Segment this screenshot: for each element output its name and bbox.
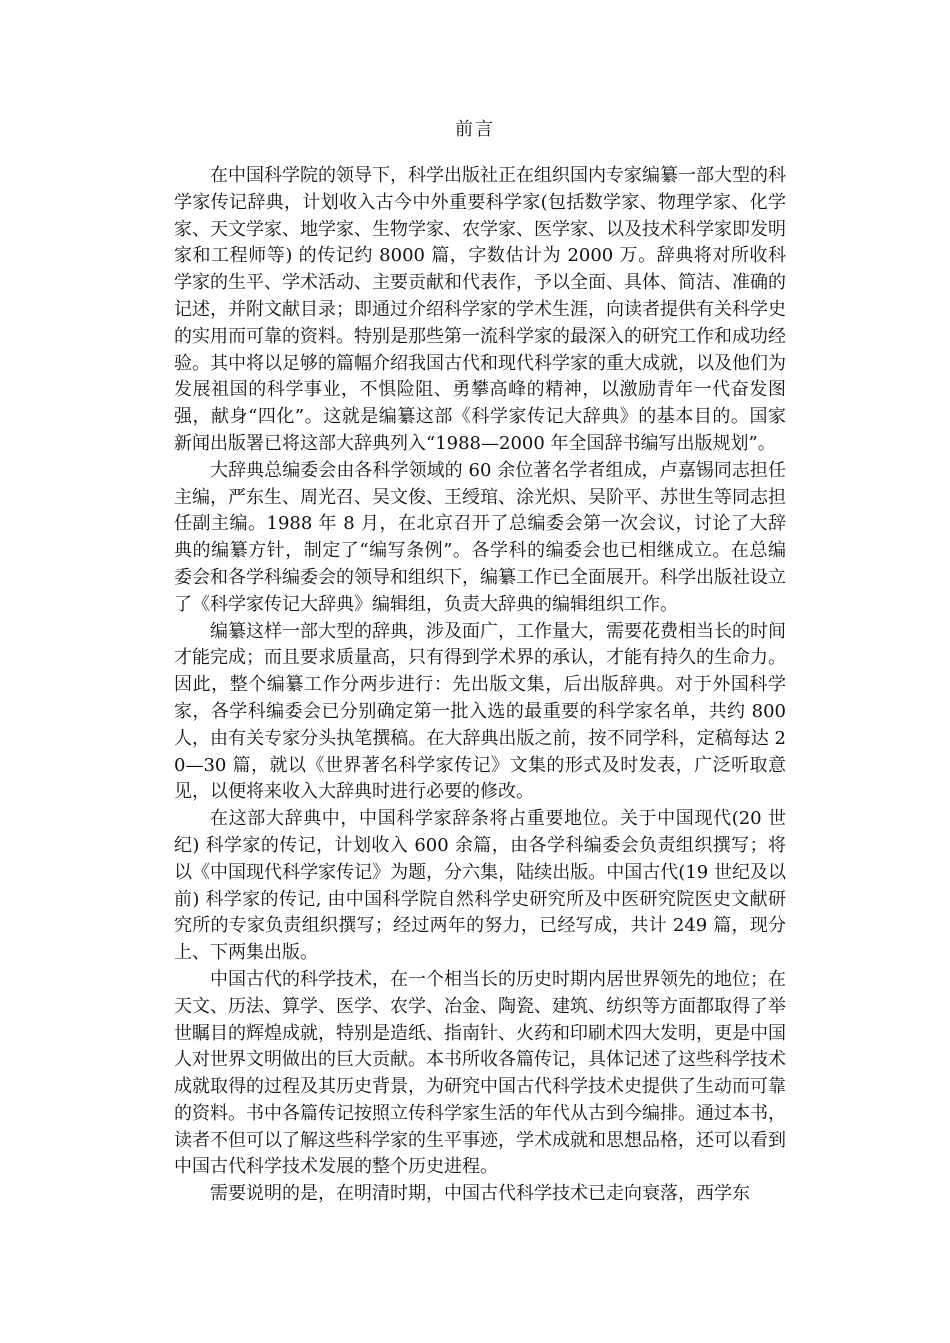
paragraph-4: 在这部大辞典中，中国科学家辞条将占重要地位。关于中国现代(20 世纪) 科学家的传记，计划收入 600 余篇，由各学科编委会负责组织撰写；将以《中国现代科学家传记》为题，分六集，陆续出版。中国古代(19 世纪及以前) 科学家的传记, 由中国科学院自然科学史研究所及中医研究院医史文献研究所的专家负责组织撰写；经过两年的努力，已经写成，共计 249 篇，现分上、下两集出版。 [174, 808, 786, 964]
paragraph-1: 在中国科学院的领导下，科学出版社正在组织国内专家编纂一部大型的科学家传记辞典，计划收入古今中外重要科学家(包括数学家、物理学家、化学家、天文学家、地学家、生物学家、农学家、医学家、以及技术科学家即发明家和工程师等) 的传记约 8000 篇，字数估计为 2000 万。辞典将对所收科学家的生平、学术活动、主要贡献和代表作，予以全面、具体、简洁、准确的记述，并附文献目录；即通过介绍科学家的学术生涯，向读者提供有关科学史的实用而可靠的资料。特别是那些第一流科学家的最深入的研究工作和成功经验。其中将以足够的篇幅介绍我国古代和现代科学家的重大成就，以及他们为发展祖国的科学事业，不惧险阻、勇攀高峰的精神，以激励青年一代奋发图强，献身“四化”。这就是编纂这部《科学家传记大辞典》的基本目的。国家新闻出版署已将这部大辞典列入“1988—2000 年全国辞书编写出版规划”。 [174, 165, 786, 454]
paragraph-3: 编纂这样一部大型的辞典，涉及面广，工作量大，需要花费相当长的时间才能完成；而且要求质量高，只有得到学术界的承认，才能有持久的生命力。因此，整个编纂工作分两步进行：先出版文集，后出版辞典。对于外国科学家，各学科编委会已分别确定第一批入选的最重要的科学家名单，共约 800 人，由有关专家分头执笔撰稿。在大辞典出版之前，按不同学科，定稿每达 20—30 篇，就以《世界著名科学家传记》文集的形式及时发表，广泛听取意见，以便将来收入大辞典时进行必要的修改。 [174, 620, 786, 803]
body-text [174, 163, 786, 1208]
page-title: 前言 [455, 119, 495, 140]
paragraph-6: 需要说明的是，在明清时期，中国古代科学技术已走向衰落，西学东 [210, 1183, 750, 1205]
paragraph-5: 中国古代的科学技术，在一个相当长的历史时期内居世界领先的地位；在天文、历法、算学、医学、农学、冶金、陶瓷、建筑、纺织等方面都取得了举世瞩目的辉煌成就，特别是造纸、指南针、火药和印刷术四大发明，更是中国人对世界文明做出的巨大贡献。本书所收各篇传记，具体记述了这些科学技术成就取得的过程及其历史背景，为研究中国古代科学技术史提供了生动而可靠的资料。书中各篇传记按照立传科学家生活的年代从古到今编排。通过本书，读者不但可以了解这些科学家的生平事迹，学术成就和思想品格，还可以看到中国古代科学技术发展的整个历史进程。 [174, 968, 786, 1178]
paragraph-2: 大辞典总编委会由各科学领域的 60 余位著名学者组成，卢嘉锡同志担任主编，严东生、周光召、吴文俊、王绶琯、涂光炽、吴阶平、苏世生等同志担任副主编。1988 年 8 月，在北京召开了总编委会第一次会议，讨论了大辞典的编纂方针，制定了“编写条例”。各学科的编委会也已相继成立。在总编委会和各学科编委会的领导和组织下，编纂工作已全面展开。科学出版社设立了《科学家传记大辞典》编辑组，负责大辞典的编辑组织工作。 [174, 459, 786, 615]
